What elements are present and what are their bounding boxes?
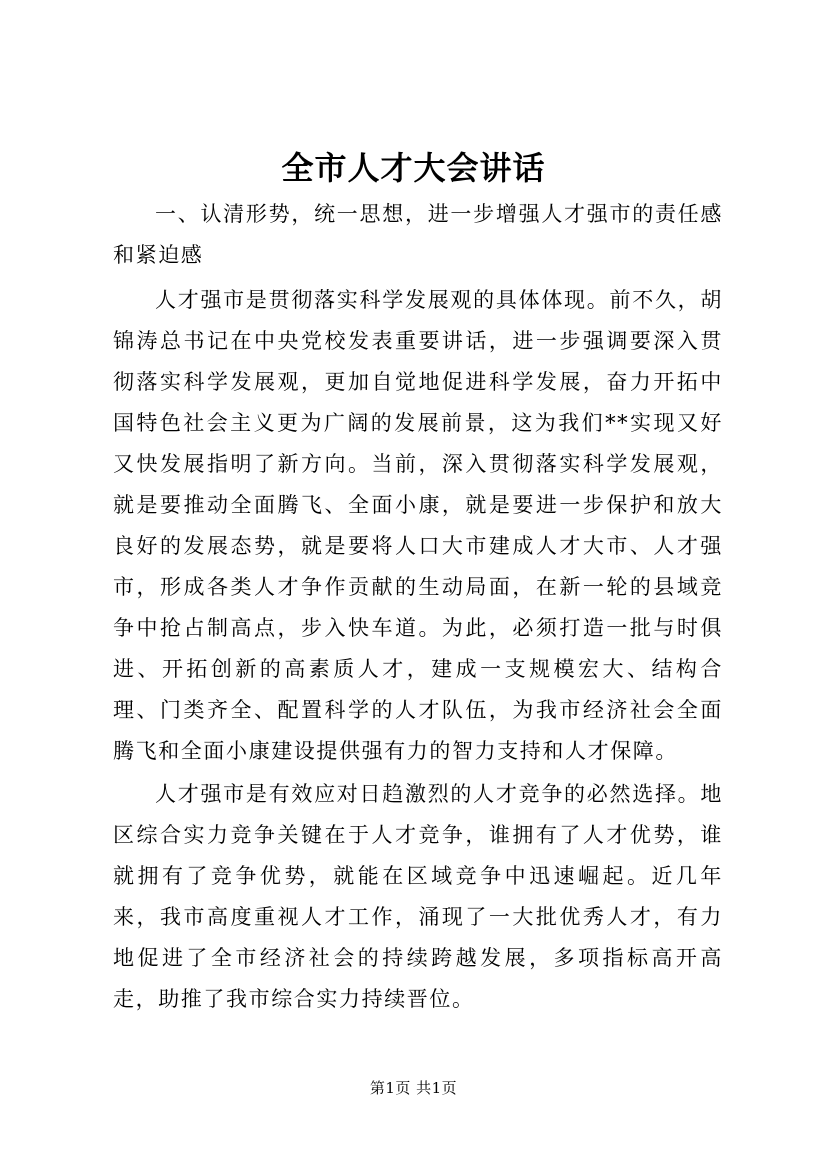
- document-body: [113, 194, 723, 1020]
- paragraph: 人才强市是有效应对日趋激烈的人才竞争的必然选择。地区综合实力竞争关键在于人才竞争，谁拥有了人才优势，谁就拥有了竞争优势，就能在区域竞争中迅速崛起。近几年来，我市高度重视人才工作，涌现了一大批优秀人才，有力地促进了全市经济社会的持续跨越发展，多项指标高开高走，助推了我市综合实力持续晋位。: [113, 782, 723, 1011]
- paragraph: 人才强市是贯彻落实科学发展观的具体体现。前不久，胡锦涛总书记在中央党校发表重要讲话，进一步强调要深入贯彻落实科学发展观，更加自觉地促进科学发展，奋力开拓中国特色社会主义更为广阔的发展前景，这为我们**实现又好又快发展指明了新方向。当前，深入贯彻落实科学发展观，就是要推动全面腾飞、全面小康，就是要进一步保护和放大良好的发展态势，就是要将人口大市建成人才大市、人才强市，形成各类人才争作贡献的生动局面，在新一轮的县域竞争中抢占制高点，步入快车道。为此，必须打造一批与时俱进、开拓创新的高素质人才，建成一支规模宏大、结构合理、门类齐全、配置科学的人才队伍，为我市经济社会全面腾飞和全面小康建设提供强有力的智力支持和人才保障。: [113, 288, 723, 763]
- page-footer: 第1页 共1页: [369, 1079, 458, 1097]
- section-heading: 一、认清形势，统一思想，进一步增强人才强市的责任感和紧迫感: [113, 202, 723, 267]
- document-title: 全市人才大会讲话: [281, 149, 546, 187]
